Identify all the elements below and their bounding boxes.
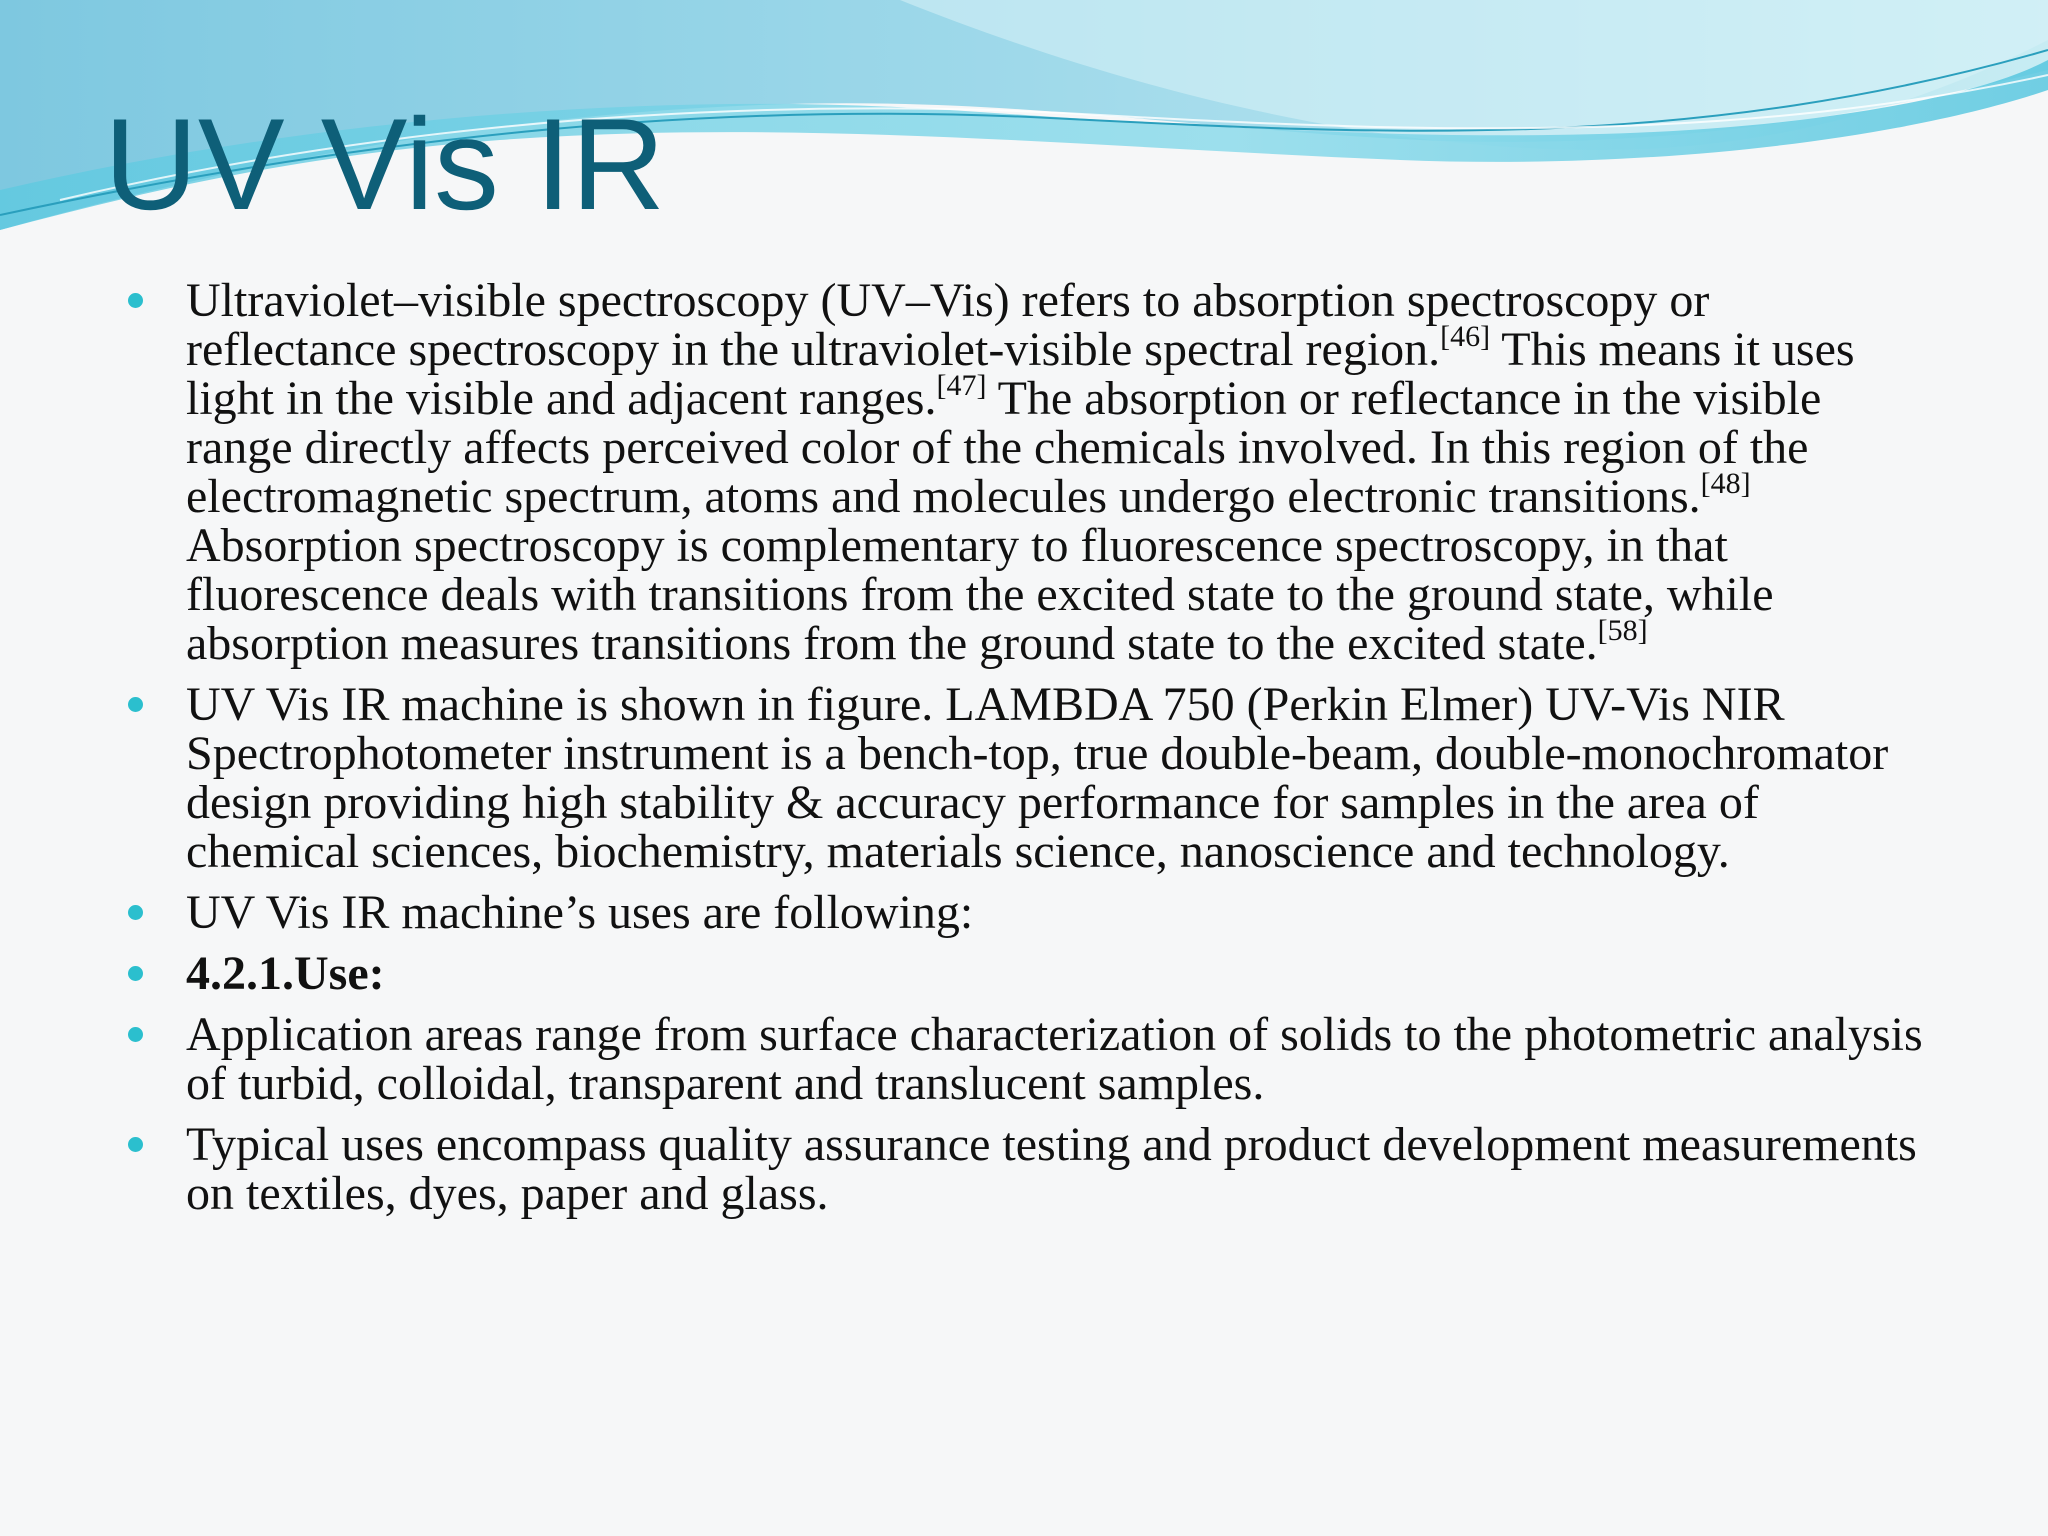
bullet-dot-icon — [128, 1027, 143, 1042]
slide-title: UV Vis IR — [104, 91, 666, 237]
bullet-dot-icon — [128, 697, 143, 712]
citation: [46] — [1440, 320, 1491, 353]
bullet-text: Typical uses encompass quality assurance testing and product development measurements on textiles, dyes, paper and glass. — [186, 1118, 1917, 1220]
bullet-dot-icon — [128, 293, 143, 308]
bullet-text: Application areas range from surface characterization of solids to the photometric analysis of turbid, colloidal, transparent and translucent samples. — [186, 1008, 1923, 1110]
citation: [48] — [1700, 467, 1751, 500]
citation: [47] — [936, 369, 987, 402]
bullet-item-application-areas — [128, 1010, 1928, 1108]
bullet-item-use-heading — [128, 949, 1928, 998]
section-heading: 4.2.1.Use: — [186, 947, 385, 1000]
bullet-item-typical-uses — [128, 1120, 1928, 1218]
bullet-item-machine-description — [128, 680, 1928, 876]
bullet-item-uses-intro — [128, 888, 1928, 937]
bullet-text: UV Vis IR machine is shown in figure. LAMBDA 750 (Perkin Elmer) UV-Vis NIR Spectrophotometer instrument is a bench-top, true double-beam, double-monochromator design providing high stability & accuracy performance for samples in the area of chemical sciences, biochemistry, materials science, nanoscience and technology. — [186, 678, 1889, 878]
bullet-list — [128, 276, 1928, 1230]
bullet-dot-icon — [128, 905, 143, 920]
bullet-dot-icon — [128, 966, 143, 981]
bullet-item-uv-vis-definition — [128, 276, 1928, 668]
bullet-text: Ultraviolet–visible spectroscopy (UV–Vis) refers to absorption spectroscopy or reflectance spectroscopy in the ultraviolet-visible spectral region.[46] This means it uses light in the visible and adjacent ranges.[47] The absorption or reflectance in the visible range directly affects perceived color of the chemicals involved. In this region of the electromagnetic spectrum, atoms and molecules undergo electronic transitions.[48] Absorption spectroscopy is complementary to fluorescence spectroscopy, in that fluorescence deals with transitions from the excited state to the ground state, while absorption measures transitions from the ground state to the excited state.[58] — [186, 274, 1855, 670]
bullet-dot-icon — [128, 1137, 143, 1152]
citation: [58] — [1597, 614, 1648, 647]
bullet-text: UV Vis IR machine’s uses are following: — [186, 886, 974, 939]
